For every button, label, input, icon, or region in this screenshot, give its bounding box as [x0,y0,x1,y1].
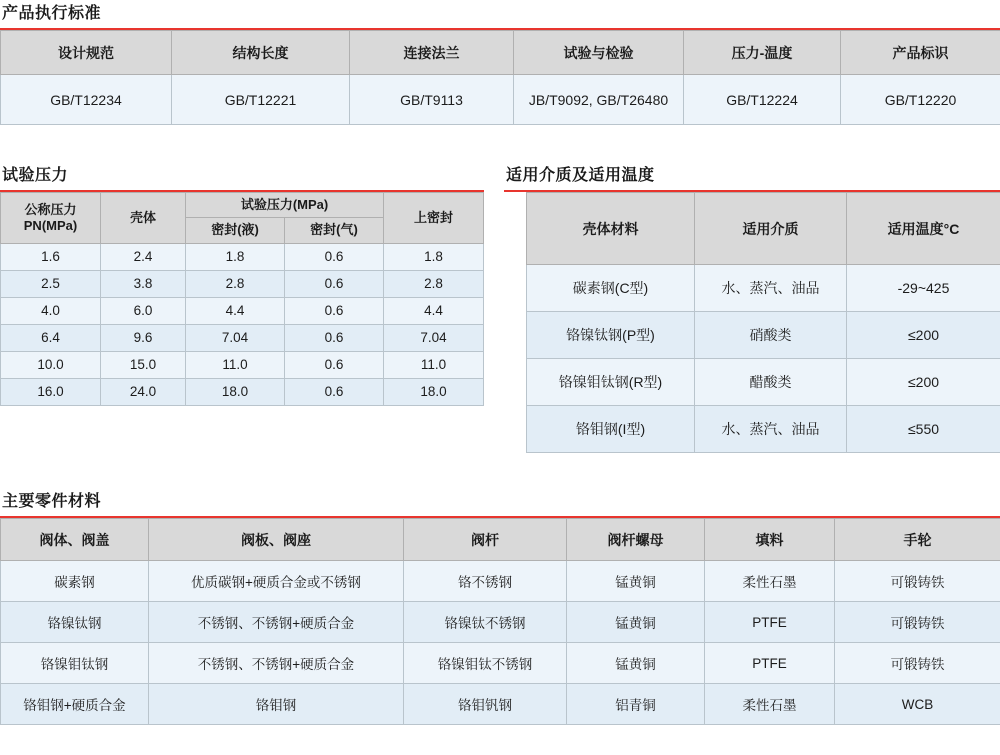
section-title-media-temperature: 适用介质及适用温度 [506,167,655,184]
cell: 可锻铸铁 [835,643,1000,684]
table-row [1,561,1000,602]
cell: 0.6 [285,324,384,351]
cell: 10.0 [1,351,101,378]
table-row [1,602,1000,643]
cell: 16.0 [1,378,101,405]
cell: ≤200 [847,359,1000,406]
cell: 9.6 [101,324,186,351]
cell: 7.04 [383,324,483,351]
table-row [1,643,1000,684]
cell: ≤550 [847,406,1000,453]
cell: 醋酸类 [695,359,847,406]
section-media-temperature [504,162,1000,453]
section-parts-material [0,488,1000,725]
cell: 碳素钢 [1,561,149,602]
cell: 11.0 [186,351,285,378]
cell: 铬镍钼钛钢(R型) [527,359,695,406]
table-parts-material [0,518,1000,725]
cell: 碳素钢(C型) [527,265,695,312]
table-row [527,265,1000,312]
table-row [1,351,484,378]
table-header-row-1 [1,193,484,218]
cell: 6.4 [1,324,101,351]
cell: 水、蒸汽、油品 [695,265,847,312]
col-header-shell: 壳体 [101,193,186,244]
cell: -29~425 [847,265,1000,312]
col-header: 阀体、阀盖 [1,519,149,561]
cell: 6.0 [101,297,186,324]
cell: 1.8 [383,243,483,270]
cell: 铬钼钢 [149,684,404,725]
section-product-standards [0,0,1000,125]
cell: 24.0 [101,378,186,405]
cell: GB/T12220 [841,75,1000,125]
cell: PTFE [705,602,835,643]
cell: 铬钼钢+硬质合金 [1,684,149,725]
col-header: 阀杆 [404,519,567,561]
col-header: 连接法兰 [350,31,514,75]
cell: GB/T12234 [1,75,172,125]
cell: 水、蒸汽、油品 [695,406,847,453]
table-row [527,312,1000,359]
cell: 铬钼钢(I型) [527,406,695,453]
col-header-upper-seal: 上密封 [383,193,483,244]
table-media-temperature [526,192,1000,453]
col-header: 压力-温度 [684,31,841,75]
col-header: 设计规范 [1,31,172,75]
cell: WCB [835,684,1000,725]
col-header-nominal-line1: 公称压力 [24,201,77,217]
table-row [527,406,1000,453]
cell: 柔性石墨 [705,561,835,602]
section-title-test-pressure: 试验压力 [2,167,69,184]
section-title-parts-material: 主要零件材料 [2,493,102,510]
col-header: 阀板、阀座 [149,519,404,561]
col-header-seal-gas: 密封(气) [285,218,384,243]
cell: 不锈钢、不锈钢+硬质合金 [149,643,404,684]
table-row [1,684,1000,725]
cell: 0.6 [285,243,384,270]
table-row [1,297,484,324]
col-header-seal-liquid: 密封(液) [186,218,285,243]
cell: 18.0 [383,378,483,405]
cell: GB/T9113 [350,75,514,125]
cell: 4.0 [1,297,101,324]
cell: 铝青铜 [567,684,705,725]
cell: 锰黄铜 [567,643,705,684]
cell: 18.0 [186,378,285,405]
cell: PTFE [705,643,835,684]
cell: GB/T12224 [684,75,841,125]
col-header-test-pressure-group: 试验压力(MPa) [186,193,384,218]
cell: 锰黄铜 [567,561,705,602]
cell: 铬钼钒钢 [404,684,567,725]
cell: 3.8 [101,270,186,297]
col-header: 结构长度 [172,31,350,75]
table-header-row [1,519,1000,561]
cell: 铬镍钼钛钢 [1,643,149,684]
cell: 4.4 [186,297,285,324]
cell: 15.0 [101,351,186,378]
cell: 优质碳钢+硬质合金或不锈钢 [149,561,404,602]
table-row [1,243,484,270]
col-header-nominal-pressure [1,193,101,244]
col-header: 手轮 [835,519,1000,561]
cell: 2.8 [383,270,483,297]
cell: 铬镍钛钢(P型) [527,312,695,359]
table-test-pressure [0,192,484,406]
cell: 铬镍钼钛不锈钢 [404,643,567,684]
col-header: 试验与检验 [514,31,684,75]
cell: 0.6 [285,297,384,324]
cell: 锰黄铜 [567,602,705,643]
cell: 0.6 [285,351,384,378]
col-header: 产品标识 [841,31,1000,75]
cell: ≤200 [847,312,1000,359]
table-header-row [1,31,1000,75]
cell: 硝酸类 [695,312,847,359]
cell: 可锻铸铁 [835,602,1000,643]
table-row [1,324,484,351]
cell: 柔性石墨 [705,684,835,725]
section-test-pressure [0,162,484,406]
cell: 7.04 [186,324,285,351]
cell: JB/T9092, GB/T26480 [514,75,684,125]
cell: 2.5 [1,270,101,297]
table-header-row [527,193,1000,265]
cell: 可锻铸铁 [835,561,1000,602]
table-row [527,359,1000,406]
cell: 2.8 [186,270,285,297]
cell: 铬不锈钢 [404,561,567,602]
cell: 11.0 [383,351,483,378]
col-header-nominal-line2: PN(MPa) [23,217,78,233]
cell: 1.6 [1,243,101,270]
cell: 0.6 [285,378,384,405]
cell: 0.6 [285,270,384,297]
table-row [1,378,484,405]
table-row [1,75,1000,125]
cell: 铬镍钛钢 [1,602,149,643]
section-title-standards: 产品执行标准 [2,5,102,22]
col-header: 适用温度°C [847,193,1000,265]
table-product-standards [0,30,1000,125]
cell: 不锈钢、不锈钢+硬质合金 [149,602,404,643]
col-header: 填料 [705,519,835,561]
cell: 4.4 [383,297,483,324]
cell: 铬镍钛不锈钢 [404,602,567,643]
col-header: 阀杆螺母 [567,519,705,561]
col-header: 适用介质 [695,193,847,265]
table-row [1,270,484,297]
cell: 2.4 [101,243,186,270]
cell: 1.8 [186,243,285,270]
cell: GB/T12221 [172,75,350,125]
col-header: 壳体材料 [527,193,695,265]
